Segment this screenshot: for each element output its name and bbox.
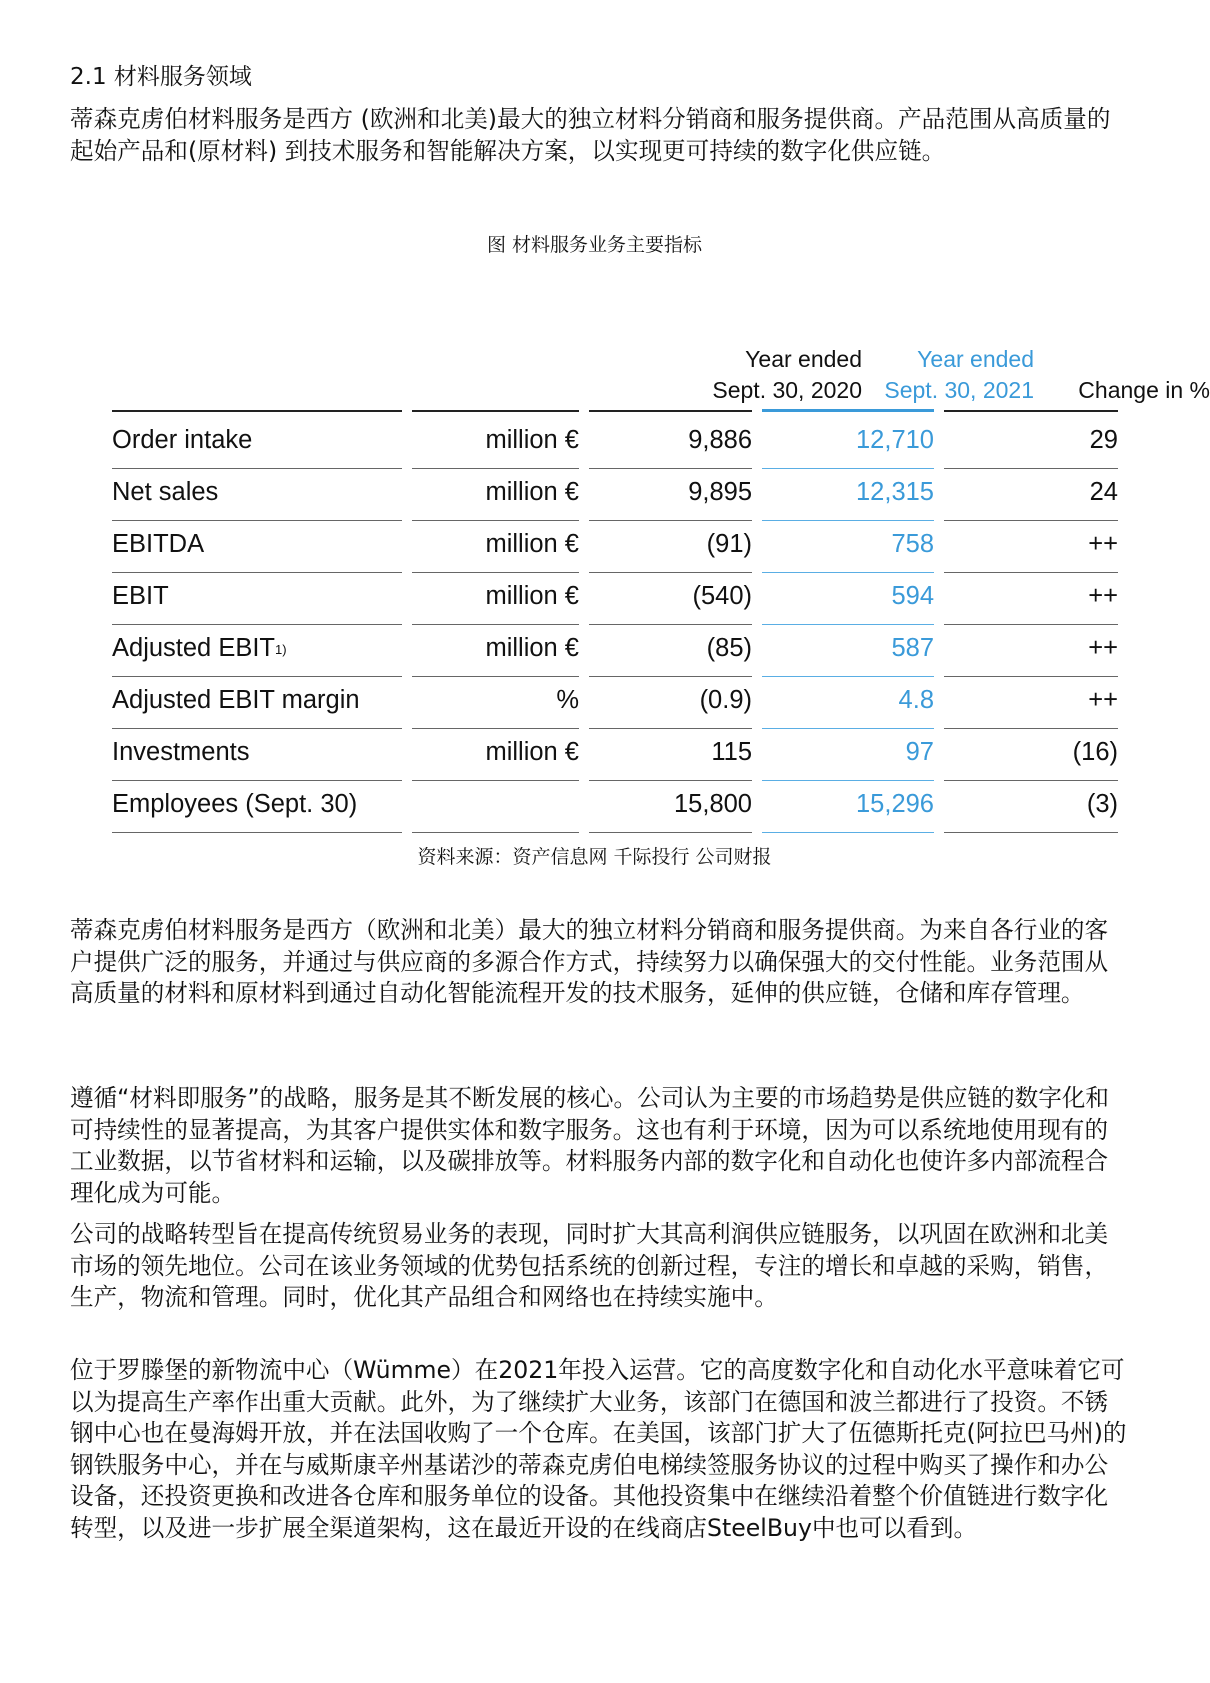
- row-label: Employees (Sept. 30): [112, 790, 358, 818]
- row-unit: million €: [485, 426, 579, 454]
- row-label: Investments: [112, 738, 250, 766]
- row-change: ++: [1088, 530, 1118, 558]
- row-unit: million €: [485, 530, 579, 558]
- row-label: Order intake: [112, 426, 253, 454]
- row-divider: [589, 832, 752, 833]
- table-row: [112, 729, 1118, 781]
- row-value-2021: 12,710: [856, 426, 934, 454]
- row-change: 29: [1089, 426, 1118, 454]
- header-rule: [589, 410, 752, 412]
- row-value-2021: 97: [905, 738, 934, 766]
- row-value-2020: (85): [706, 634, 752, 662]
- row-value-2021: 15,296: [856, 790, 934, 818]
- header-rule: [112, 410, 402, 412]
- body-paragraph-4: 位于罗滕堡的新物流中心（Wümme）在2021年投入运营。它的高度数字化和自动化水平意味着它可以为提高生产率作出重大贡献。此外，为了继续扩大业务，该部门在德国和波兰都进行了投资。不锈钢中心也在曼海姆开放，并在法国收购了一个仓库。在美国，该部门扩大了伍德斯托克(阿拉巴马州)的钢铁服务中心，并在与威斯康辛州基诺沙的蒂森克虏伯电梯续签服务协议的过程中购买了操作和办公设备，还投资更换和改进各仓库和服务单位的设备。其他投资集中在继续沿着整个价值链进行数字化转型，以及进一步扩展全渠道架构，这在最近开设的在线商店SteelBuy中也可以看到。: [70, 1356, 1127, 1542]
- row-value-2020: (91): [706, 530, 752, 558]
- row-change: ++: [1088, 686, 1118, 714]
- row-change: (3): [1086, 790, 1118, 818]
- row-change: ++: [1088, 634, 1118, 662]
- row-label: Adjusted EBIT margin: [112, 686, 360, 714]
- table-row: [112, 521, 1118, 573]
- row-label: Adjusted EBIT$^{1)}$: [112, 634, 287, 662]
- row-value-2020: 15,800: [674, 790, 752, 818]
- header-change: Change in %: [1078, 377, 1210, 403]
- row-unit: million €: [485, 738, 579, 766]
- row-value-2020: 9,886: [688, 426, 752, 454]
- figure-source: 资料来源：资产信息网 千际投行 公司财报: [417, 846, 772, 868]
- table-row: [112, 677, 1118, 729]
- body-paragraph-2: 遵循“材料即服务”的战略，服务是其不断发展的核心。公司认为主要的市场趋势是供应链的数字化和可持续性的显著提高，为其客户提供实体和数字服务。这也有利于环境，因为可以系统地使用现有的工业数据，以节省材料和运输，以及碳排放等。材料服务内部的数字化和自动化也使许多内部流程合理化成为可能。: [70, 1084, 1109, 1207]
- row-value-2021: 594: [891, 582, 934, 610]
- footnote-marker: 1): [275, 642, 287, 657]
- row-label: EBIT: [112, 582, 169, 610]
- row-value-2021: 4.8: [898, 686, 934, 714]
- table-row: [112, 417, 1118, 469]
- section-heading: 2.1 材料服务领域: [70, 64, 252, 90]
- row-divider: [412, 832, 579, 833]
- row-divider: [944, 832, 1118, 833]
- table-row: [112, 625, 1118, 677]
- key-figures-table: [112, 340, 1210, 830]
- row-value-2021: 12,315: [856, 478, 934, 506]
- row-value-2021: 587: [891, 634, 934, 662]
- body-paragraph-3: 公司的战略转型旨在提高传统贸易业务的表现，同时扩大其高利润供应链服务，以巩固在欧洲和北美市场的领先地位。公司在该业务领域的优势包括系统的创新过程，专注的增长和卓越的采购，销售，生产，物流和管理。同时，优化其产品组合和网络也在持续实施中。: [70, 1220, 1109, 1311]
- row-unit: %: [556, 686, 579, 714]
- row-divider: [762, 832, 934, 833]
- row-unit: million €: [485, 634, 579, 662]
- header-2020: Year ended Sept. 30, 2020: [712, 346, 862, 403]
- row-change: ++: [1088, 582, 1118, 610]
- row-label: EBITDA: [112, 530, 205, 558]
- figure-caption: 图 材料服务业务主要指标: [486, 234, 703, 256]
- row-change: (16): [1072, 738, 1118, 766]
- row-label: Net sales: [112, 478, 219, 506]
- header-rule-accent: [762, 409, 934, 412]
- header-rule: [412, 410, 579, 412]
- table-row: [112, 469, 1118, 521]
- row-unit: million €: [485, 478, 579, 506]
- row-value-2020: (540): [692, 582, 752, 610]
- table-row: [112, 781, 1118, 833]
- row-divider: [112, 832, 402, 833]
- header-2021: Year ended Sept. 30, 2021: [884, 346, 1034, 403]
- row-value-2021: 758: [891, 530, 934, 558]
- row-value-2020: 9,895: [688, 478, 752, 506]
- row-value-2020: 115: [711, 738, 752, 766]
- body-paragraph-1: 蒂森克虏伯材料服务是西方（欧洲和北美）最大的独立材料分销商和服务提供商。为来自各行业的客户提供广泛的服务，并通过与供应商的多源合作方式，持续努力以确保强大的交付性能。业务范围从高质量的材料和原材料到通过自动化智能流程开发的技术服务，延伸的供应链，仓储和库存管理。: [70, 916, 1109, 1007]
- row-value-2020: (0.9): [699, 686, 752, 714]
- intro-paragraph: 蒂森克虏伯材料服务是西方 (欧洲和北美)最大的独立材料分销商和服务提供商。产品范围从高质量的起始产品和(原材料) 到技术服务和智能解决方案，以实现更可持续的数字化供应链。: [70, 105, 1111, 165]
- table-row: [112, 573, 1118, 625]
- row-unit: million €: [485, 582, 579, 610]
- header-rule: [944, 410, 1118, 412]
- row-change: 24: [1089, 478, 1118, 506]
